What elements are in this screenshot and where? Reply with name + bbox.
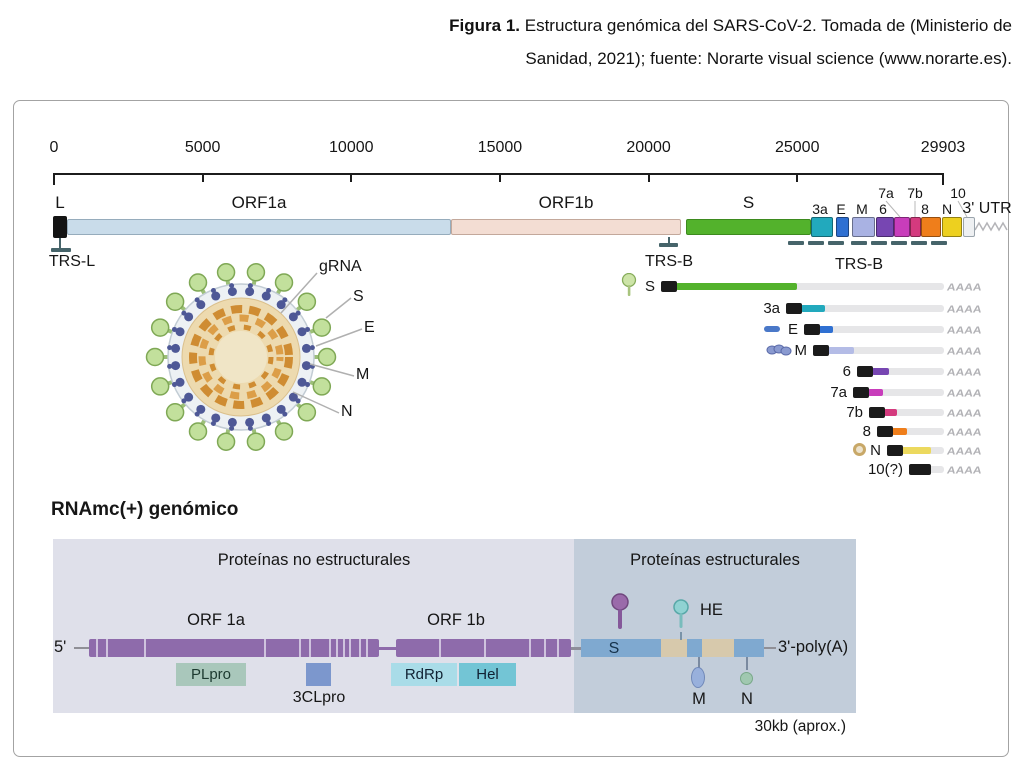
orf1a-nsp-divider bbox=[299, 639, 301, 657]
sgrna-label-10(?): 10(?) bbox=[867, 461, 903, 478]
orf1a-nsp-divider bbox=[106, 639, 108, 657]
gene-box-6 bbox=[876, 217, 894, 237]
bottom-s-gene-bar bbox=[581, 639, 661, 657]
sgrna-label-M: M bbox=[794, 342, 807, 359]
bottom-tan-segment-2 bbox=[702, 639, 734, 657]
trs-b-left-mark bbox=[659, 243, 678, 247]
plpro-box: PLpro bbox=[176, 663, 246, 686]
orf1b-nsp-divider bbox=[529, 639, 531, 657]
trs-b-mark-1 bbox=[788, 241, 804, 245]
caption-line-2: Sanidad, 2021); fuente: Norarte visual science (www.norarte.es). bbox=[525, 49, 1012, 68]
sgrna-label-E: E bbox=[787, 321, 798, 338]
sgrna-start-box-10(?) bbox=[909, 464, 931, 475]
sgrna-polya-3a: AAAA bbox=[946, 303, 983, 315]
n-pointer-line bbox=[746, 657, 748, 670]
genome-polya-zigzag bbox=[975, 220, 1011, 234]
bottom-blue-segment-3 bbox=[734, 639, 764, 657]
trs-b-mark-3 bbox=[828, 241, 844, 245]
sgrna-start-box-3a bbox=[786, 303, 802, 314]
trs-b-mark-7 bbox=[911, 241, 927, 245]
ruler-tick bbox=[796, 173, 798, 182]
five-prime-connector bbox=[74, 647, 89, 649]
trs-b-mark-6 bbox=[891, 241, 907, 245]
sgrna-start-box-8 bbox=[877, 426, 893, 437]
gene-box-3a bbox=[811, 217, 833, 237]
spike-protein-icon bbox=[610, 593, 630, 635]
sgrna-label-N: N bbox=[870, 442, 881, 459]
trs-b-mark-2 bbox=[808, 241, 824, 245]
three-prime-label: 3'-poly(A) bbox=[778, 638, 849, 656]
nonstructural-title: Proteínas no estructurales bbox=[217, 551, 411, 569]
segment-orf1a-box bbox=[67, 219, 451, 235]
caption-line-1-text: Estructura genómica del SARS-CoV-2. Tomada de (Ministerio de bbox=[520, 16, 1012, 35]
bottom-orf1a-bar bbox=[89, 639, 379, 657]
sgrna-icon-E bbox=[764, 322, 780, 332]
he-pointer-line bbox=[680, 632, 682, 640]
gene-label-N: N bbox=[941, 201, 953, 217]
sgrna-polya-N: AAAA bbox=[946, 445, 983, 457]
orf1b-nsp-divider bbox=[439, 639, 441, 657]
gene-label-6: 6 bbox=[879, 201, 887, 217]
orf1a-nsp-divider bbox=[336, 639, 338, 657]
virion-label-E: E bbox=[364, 319, 375, 336]
leader-label: L bbox=[55, 193, 65, 212]
orf1b-nsp-divider bbox=[544, 639, 546, 657]
figure-caption bbox=[330, 9, 1012, 75]
segment-orf1b-box bbox=[451, 219, 681, 235]
sgrna-start-box-7a bbox=[853, 387, 869, 398]
scale-note: 30kb (aprox.) bbox=[754, 718, 846, 735]
sgrna-segment-6 bbox=[872, 368, 889, 375]
gene-box-M bbox=[852, 217, 875, 237]
utr-label: 3' UTR bbox=[962, 200, 1012, 217]
sgrna-start-box-7b bbox=[869, 407, 885, 418]
bottom-blue-segment-2 bbox=[687, 639, 702, 657]
bottom-tan-segment-1 bbox=[661, 639, 687, 657]
bottom-orf1b-bar bbox=[396, 639, 571, 657]
sgrna-icon-M bbox=[766, 343, 792, 362]
orf1a-nsp-divider bbox=[144, 639, 146, 657]
gene-box-E bbox=[836, 217, 849, 237]
sgrna-label-S: S bbox=[644, 278, 655, 295]
leader-box bbox=[53, 216, 67, 238]
orf1a-nsp-divider bbox=[343, 639, 345, 657]
sgrna-segment-3a bbox=[801, 305, 825, 312]
caption-line-1 bbox=[330, 9, 1012, 42]
structural-title: Proteínas estructurales bbox=[630, 551, 800, 569]
sgrna-segment-7b bbox=[884, 409, 897, 416]
ruler-tick-label: 25000 bbox=[774, 139, 820, 156]
gene-label-M: M bbox=[856, 201, 868, 217]
sgrna-label-6: 6 bbox=[842, 363, 851, 380]
trs-b-mark-4 bbox=[851, 241, 867, 245]
trs-l-mark bbox=[51, 248, 71, 252]
orf1a-orf1b-connector bbox=[379, 647, 396, 650]
virion-label-gRNA: gRNA bbox=[319, 258, 362, 275]
sgrna-start-box-E bbox=[804, 324, 820, 335]
bottom-orf1b-label: ORF 1b bbox=[427, 611, 485, 629]
orf1b-s-connector bbox=[571, 647, 581, 650]
ruler-tick bbox=[202, 173, 204, 182]
gene-box-8 bbox=[921, 217, 941, 237]
sgrna-label-7b: 7b bbox=[846, 404, 863, 421]
bottom-section-heading: RNAmc(+) genómico bbox=[51, 499, 239, 520]
rdrp-box: RdRp bbox=[391, 663, 457, 686]
sgrna-label-7a: 7a bbox=[830, 384, 847, 401]
sgrna-segment-S bbox=[676, 283, 797, 290]
trs-b-mark-8 bbox=[931, 241, 947, 245]
segment-s-box bbox=[686, 219, 811, 235]
orf1a-nsp-divider bbox=[309, 639, 311, 657]
sgrna-polya-7b: AAAA bbox=[946, 407, 983, 419]
trs-b-left-label: TRS-B bbox=[645, 253, 693, 270]
bottom-orf1a-label: ORF 1a bbox=[187, 611, 245, 629]
ruler-tick bbox=[648, 173, 650, 182]
sgrna-polya-S: AAAA bbox=[946, 281, 983, 293]
orf1b-nsp-divider bbox=[557, 639, 559, 657]
clpro-label: 3CLpro bbox=[292, 689, 346, 706]
segment-orf1b-label: ORF1b bbox=[538, 193, 594, 212]
gene-box-10 bbox=[963, 217, 975, 237]
gene-label-7a: 7a bbox=[878, 185, 894, 201]
bottom-s-label: S bbox=[608, 640, 620, 657]
bottom-n-label: N bbox=[741, 690, 753, 708]
segment-s-label: S bbox=[742, 193, 755, 212]
sgrna-start-box-N bbox=[887, 445, 903, 456]
segment-orf1a-label: ORF1a bbox=[231, 193, 287, 212]
gene-label-3a: 3a bbox=[812, 201, 828, 217]
orf1a-nsp-divider bbox=[329, 639, 331, 657]
ruler-tick-label: 10000 bbox=[329, 139, 374, 156]
sgrna-segment-M bbox=[828, 347, 854, 354]
ruler-tick-label: 29903 bbox=[920, 139, 966, 156]
gene-label-8: 8 bbox=[921, 201, 929, 217]
ruler-tick-label: 15000 bbox=[477, 139, 523, 156]
ruler-tick-label: 5000 bbox=[184, 139, 221, 156]
virion-leader-lines bbox=[134, 251, 404, 441]
ruler-tick bbox=[499, 173, 501, 182]
trs-b-mark-5 bbox=[871, 241, 887, 245]
sgrna-segment-8 bbox=[892, 428, 907, 435]
sgrna-polya-E: AAAA bbox=[946, 324, 983, 336]
sgrna-polya-6: AAAA bbox=[946, 366, 983, 378]
virion-label-S: S bbox=[353, 288, 364, 305]
gene-box-N bbox=[942, 217, 962, 237]
he-protein-icon bbox=[672, 599, 690, 633]
sgrna-start-box-S bbox=[661, 281, 677, 292]
five-prime-label: 5' bbox=[54, 638, 67, 656]
orf1b-nsp-divider bbox=[484, 639, 486, 657]
n-protein-icon bbox=[740, 672, 753, 685]
sgrna-polya-8: AAAA bbox=[946, 426, 983, 438]
trs-l-label: TRS-L bbox=[48, 253, 96, 270]
hel-box: Hel bbox=[459, 663, 516, 686]
gene-label-7b: 7b bbox=[907, 185, 923, 201]
sgrna-polya-M: AAAA bbox=[946, 345, 983, 357]
bottom-m-label: M bbox=[692, 690, 706, 708]
virion-label-N: N bbox=[341, 403, 353, 420]
clpro-box bbox=[306, 663, 331, 686]
sgrna-segment-N bbox=[902, 447, 931, 454]
he-label: HE bbox=[700, 601, 723, 619]
sgrna-icon-S bbox=[621, 273, 637, 304]
virion-label-M: M bbox=[356, 366, 370, 383]
ruler-tick bbox=[942, 173, 944, 185]
orf1a-nsp-divider bbox=[96, 639, 98, 657]
sgrna-label-3a: 3a bbox=[763, 300, 780, 317]
gene-label-E: E bbox=[836, 201, 846, 217]
sgrna-label-8: 8 bbox=[862, 423, 871, 440]
m-protein-icon bbox=[691, 667, 705, 688]
sgrna-polya-10(?): AAAA bbox=[946, 464, 983, 476]
trs-l-mark-stem bbox=[59, 238, 61, 248]
ruler-tick bbox=[53, 173, 55, 185]
sgrna-start-box-M bbox=[813, 345, 829, 356]
ruler-tick bbox=[350, 173, 352, 182]
three-prime-connector bbox=[764, 647, 776, 649]
figure-panel bbox=[13, 100, 1012, 757]
sgrna-segment-7a bbox=[868, 389, 883, 396]
sgrna-segment-E bbox=[819, 326, 833, 333]
gene-label-10: 10 bbox=[950, 185, 966, 201]
gene-box-7a bbox=[894, 217, 910, 237]
sgrna-start-box-6 bbox=[857, 366, 873, 377]
trs-b-right-label: TRS-B bbox=[835, 256, 883, 273]
ruler-tick-label: 20000 bbox=[626, 139, 671, 156]
orf1a-nsp-divider bbox=[264, 639, 266, 657]
sgrna-polya-7a: AAAA bbox=[946, 387, 983, 399]
gene-box-7b bbox=[910, 217, 921, 237]
ruler-tick-label: 0 bbox=[49, 139, 59, 156]
orf1a-nsp-divider bbox=[349, 639, 351, 657]
orf1a-nsp-divider bbox=[359, 639, 361, 657]
caption-figure-number: Figura 1. bbox=[449, 16, 521, 35]
orf1a-nsp-divider bbox=[366, 639, 368, 657]
sgrna-icon-N bbox=[853, 443, 866, 456]
